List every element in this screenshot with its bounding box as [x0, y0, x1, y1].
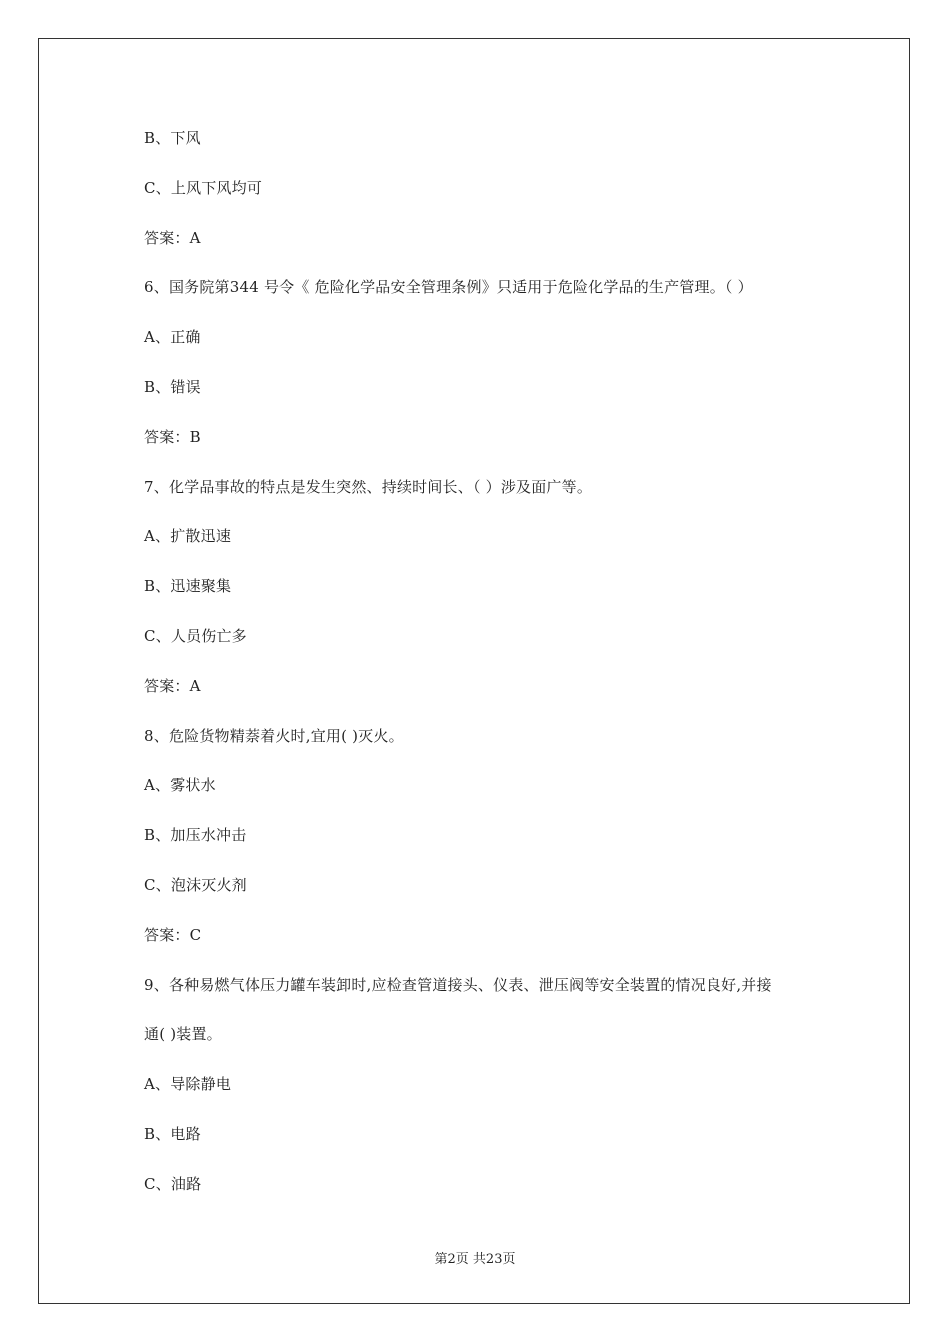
document-body — [144, 128, 824, 1224]
answer-q7: 答案：A — [144, 676, 201, 695]
question-9-line-2: 通( )装置。 — [144, 1025, 222, 1044]
option-b-q6: B、错误 — [144, 377, 201, 396]
option-a-q7: A、扩散迅速 — [144, 527, 232, 546]
option-a-q9: A、导除静电 — [144, 1075, 232, 1094]
question-9-line-1: 9、各种易燃气体压力罐车装卸时,应检查管道接头、仪表、泄压阀等安全装置的情况良好,并接 — [144, 975, 772, 994]
option-b-q9: B、电路 — [144, 1124, 201, 1143]
option-a-q6: A、正确 — [144, 328, 201, 347]
option-b-q8: B、加压水冲击 — [144, 826, 247, 845]
option-a-q8: A、雾状水 — [144, 776, 216, 795]
question-8: 8、危险货物精萘着火时,宜用( )灭火。 — [144, 726, 404, 745]
page-number-footer: 第2页 共23页 — [434, 1252, 516, 1267]
option-c-q8: C、泡沫灭火剂 — [144, 875, 247, 894]
answer-q5: 答案：A — [144, 228, 201, 247]
answer-q6: 答案：B — [144, 427, 201, 446]
option-b-q5: B、下风 — [144, 129, 201, 147]
option-c-q9: C、油路 — [144, 1174, 202, 1193]
answer-q8: 答案：C — [144, 925, 202, 944]
question-6: 6、国务院第344 号令《 危险化学品安全管理条例》只适用于危险化学品的生产管理。（ ） — [144, 278, 753, 297]
option-c-q7: C、人员伤亡多 — [144, 626, 247, 645]
question-7: 7、化学品事故的特点是发生突然、持续时间长、（ ）涉及面广等。 — [144, 477, 593, 496]
option-b-q7: B、迅速聚集 — [144, 577, 232, 596]
option-c-q5: C、上风下风均可 — [144, 178, 263, 197]
